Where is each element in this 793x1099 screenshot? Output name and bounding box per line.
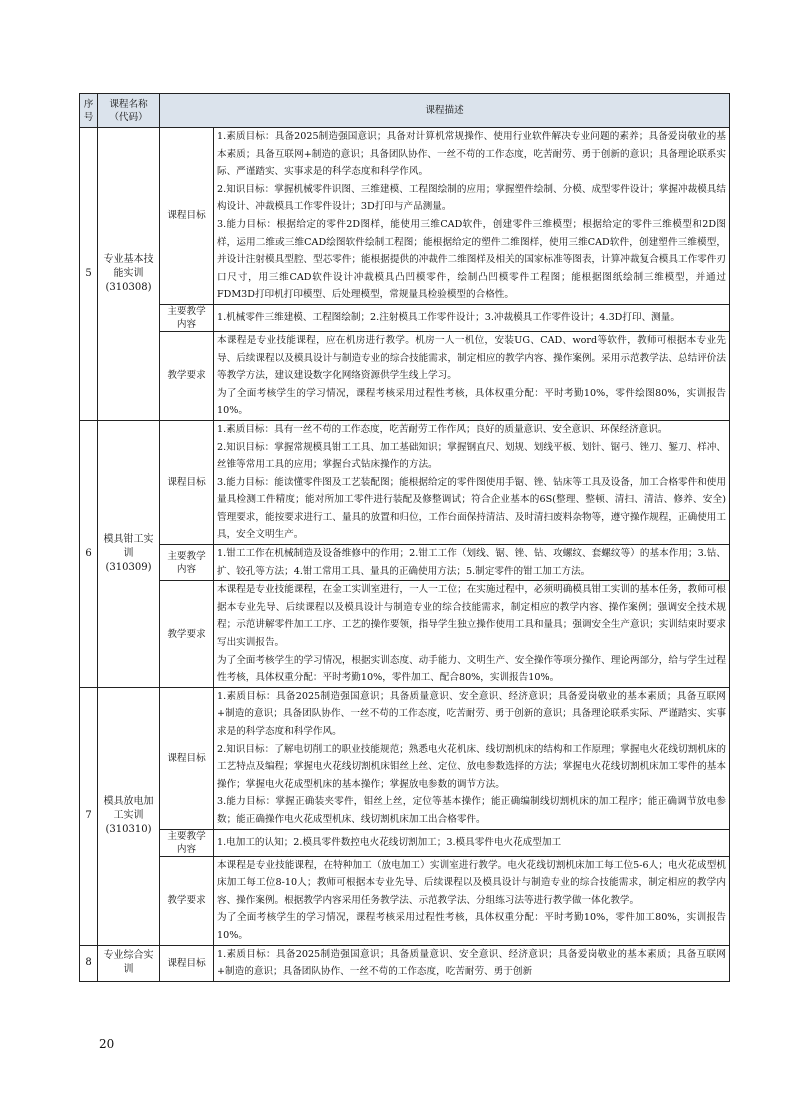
course-name: 模具钳工实训 xyxy=(103,533,154,559)
section-description xyxy=(214,829,730,856)
description-paragraph: 1.机械零件三维建模、工程图绘制；2.注射模具工作零件设计；3.冲裁模具工作零件设计；4.3D打印、测量。 xyxy=(217,312,680,324)
description-paragraph: 1.素质目标：具备2025制造强国意识；具备质量意识、安全意识、经济意识；具备爱岗敬业的基本素质；具备互联网+制造的意识；具备团队协作、一丝不苟的工作态度，吃苦耐劳、勇于创新的意识；具备理论联系实际、严谨踏实、实事求是的科学态度和科学作风。 xyxy=(217,690,726,737)
section-description xyxy=(214,331,730,420)
description-paragraph: 本课程是专业技能课程，在特种加工（放电加工）实训室进行教学。电火花线切割机床加工每工位5-6人；电火花成型机床加工每工位8-10人；教师可根据本专业先导、后续课程以及模具设计与制造专业的综合技能需求，制定相应的教学内容、操作案例。根据教学内容采用任务教学法、示范教学法、分组练习法等进行教学做一体化教学。 xyxy=(217,859,726,906)
table-row xyxy=(80,331,730,420)
course-name-cell xyxy=(98,128,160,421)
row-seq: 8 xyxy=(80,945,98,981)
header-course-description: 课程描述 xyxy=(160,94,730,128)
row-seq: 5 xyxy=(80,128,98,421)
section-label: 主要教学内容 xyxy=(160,545,214,581)
section-description xyxy=(214,420,730,544)
section-label: 主要教学内容 xyxy=(160,304,214,331)
description-paragraph: 1.钳工工作在机械制造及设备维修中的作用；2.钳工工作（划线、锯、锉、钻、攻螺纹、套螺纹等）的基本作用；3.钻、扩、铰孔等方法；4.钳工常用工具、量具的正确使用方法；5.制定零件的钳工加工方法。 xyxy=(217,548,726,577)
course-name-cell xyxy=(98,945,160,981)
course-description-table xyxy=(79,93,730,982)
table-row xyxy=(80,420,730,544)
section-label: 课程目标 xyxy=(160,128,214,305)
section-description xyxy=(214,687,730,829)
section-description xyxy=(214,545,730,581)
section-description xyxy=(214,128,730,305)
page-number: 20 xyxy=(99,1037,115,1051)
course-name-cell xyxy=(98,687,160,945)
description-paragraph: 为了全面考核学生的学习情况，课程考核采用过程性考核，具体权重分配：平时考勤10%，零件绘图80%，实训报告10%。 xyxy=(217,387,726,417)
course-code: (310308) xyxy=(105,281,152,293)
description-paragraph: 2.知识目标：了解电切削工的职业技能规范；熟悉电火花机床、线切割机床的结构和工作原理；掌握电火花线切割机床的工艺特点及编程；掌握电火花线切割机床钼丝上丝、定位、放电参数选择的方法；掌握电火花线切割机床加工零件的基本操作；掌握电火花成型机床的基本操作；掌握放电参数的调节方法。 xyxy=(217,743,726,790)
table-row xyxy=(80,304,730,331)
section-label: 课程目标 xyxy=(160,687,214,829)
description-paragraph: 本课程是专业技能课程，应在机房进行教学。机房一人一机位，安装UG、CAD、word等软件，教师可根据本专业先导、后续课程以及模具设计与制造专业的综合技能需求，制定相应的教学内容、操作案例。采用示范教学法、总结评价法等教学方法，建议建设数字化网络资源供学生线上学习。 xyxy=(217,334,726,382)
description-paragraph: 2.知识目标：掌握机械零件识图、三维建模、工程图绘制的应用；掌握塑件绘制、分模、成型零件设计；掌握冲裁模具结构设计、冲裁模具工作零件设计；3D打印与产品测量。 xyxy=(217,183,726,213)
table-header-row xyxy=(80,94,730,128)
table-row xyxy=(80,829,730,856)
description-paragraph: 为了全面考核学生的学习情况，根据实训态度、动手能力、文明生产、安全操作等项分操作、理论两部分，给与学生过程性考核，具体权重分配：平时考勤10%，零件加工、配合80%，实训报告10%。 xyxy=(217,654,726,684)
table-row xyxy=(80,545,730,581)
header-course-name: 课程名称（代码） xyxy=(98,94,160,128)
section-description xyxy=(214,856,730,945)
description-paragraph: 3.能力目标：能读懂零件图及工艺装配图；能根据给定的零件图使用手锯、锉、钻床等工具及设备，加工合格零件和使用量具检测工件精度；能对所加工零件进行装配及修整调试；符合企业基本的6S(整理、整顿、清扫、清洁、修养、安全)管理要求，能按要求进行工、量具的放置和归位，工作台面保持清洁、及时清扫废料杂物等，遵守操作规程，正确使用工具，安全文明生产。 xyxy=(217,476,726,541)
section-label: 教学要求 xyxy=(160,331,214,420)
section-label: 课程目标 xyxy=(160,420,214,544)
course-name: 专业基本技能实训 xyxy=(103,253,154,279)
description-paragraph: 1.素质目标：具备2025制造强国意识；具备对计算机常规操作、使用行业软件解决专业问题的素养；具备爱岗敬业的基本素质；具备互联网+制造的意识；具备团队协作、一丝不苟的工作态度，吃苦耐劳、勇于创新的意识；具备理论联系实际、严谨踏实、实事求是的科学态度和科学作风。 xyxy=(217,131,726,178)
course-code: (310310) xyxy=(105,824,152,836)
description-paragraph: 为了全面考核学生的学习情况，课程考核采用过程性考核，具体权重分配：平时考勤10%，零件加工80%，实训报告10%。 xyxy=(217,912,726,941)
row-seq: 7 xyxy=(80,687,98,945)
course-name: 模具放电加工实训 xyxy=(103,796,154,822)
row-seq: 6 xyxy=(80,420,98,687)
section-description xyxy=(214,945,730,981)
description-paragraph: 3.能力目标：根据给定的零件2D图样，能使用三维CAD软件，创建零件三维模型；根据给定的零件三维模型和2D图样，运用二维或三维CAD绘图软件绘制工程图；能根据给定的塑件二维图样，使用三维CAD软件，创建塑件三维模型，并设计注射模具型腔、型芯零件；能根据提供的冲裁件二维图样及相关的国家标准等图表，计算冲裁复合模具工作零件刃口尺寸，用三维CAD软件设计冲裁模具凸凹模零件，绘制凸凹模零件工程图；能根据图纸绘制三维模型，并通过FDM3D打印机打印模型、后处理模型，常规量具检验模型的合格性。 xyxy=(217,218,726,301)
description-paragraph: 1.电加工的认知；2.模具零件数控电火花线切割加工；3.模具零件电火花成型加工 xyxy=(217,836,562,848)
section-description xyxy=(214,581,730,688)
table-row xyxy=(80,128,730,305)
section-description xyxy=(214,304,730,331)
table-row xyxy=(80,945,730,981)
section-label: 教学要求 xyxy=(160,581,214,688)
table-row xyxy=(80,581,730,688)
table-row xyxy=(80,687,730,829)
course-code: (310309) xyxy=(105,561,152,573)
section-label: 教学要求 xyxy=(160,856,214,945)
course-name-cell xyxy=(98,420,160,687)
header-seq: 序号 xyxy=(80,94,98,128)
section-label: 课程目标 xyxy=(160,945,214,981)
section-label: 主要教学内容 xyxy=(160,829,214,856)
description-paragraph: 本课程是专业技能课程，在金工实训室进行，一人一工位；在实施过程中，必须明确模具钳工实训的基本任务，教师可根据本专业先导、后续课程以及模具设计与制造专业的综合技能需求，制定相应的教学内容、操作案例；强调安全技术规程；示范讲解零件加工工序、工艺的操作要领，指导学生独立操作使用工具和量具；强调安全生产意识；实训结束时要求写出实训报告。 xyxy=(217,584,726,649)
description-paragraph: 1.素质目标：具有一丝不苟的工作态度，吃苦耐劳工作作风；良好的质量意识、安全意识、环保经济意识。 xyxy=(217,423,668,435)
description-paragraph: 1.素质目标：具备2025制造强国意识；具备质量意识、安全意识、经济意识；具备爱岗敬业的基本素质；具备互联网+制造的意识；具备团队协作、一丝不苟的工作态度，吃苦耐劳、勇于创新 xyxy=(217,948,726,978)
description-paragraph: 3.能力目标：掌握正确装夹零件，钼丝上丝，定位等基本操作；能正确编制线切割机床的加工程序；能正确调节放电参数；能正确操作电火花成型机床、线切割机床加工出合格零件。 xyxy=(217,796,726,825)
table-row xyxy=(80,856,730,945)
description-paragraph: 2.知识目标：掌握常规模具钳工工具、加工基础知识；掌握钢直尺、划规、划线平板、划针、锯弓、锉刀、錾刀、样冲、丝锥等常用工具的应用；掌握台式钻床操作的方法。 xyxy=(217,441,726,471)
course-name: 专业综合实训 xyxy=(103,950,154,976)
